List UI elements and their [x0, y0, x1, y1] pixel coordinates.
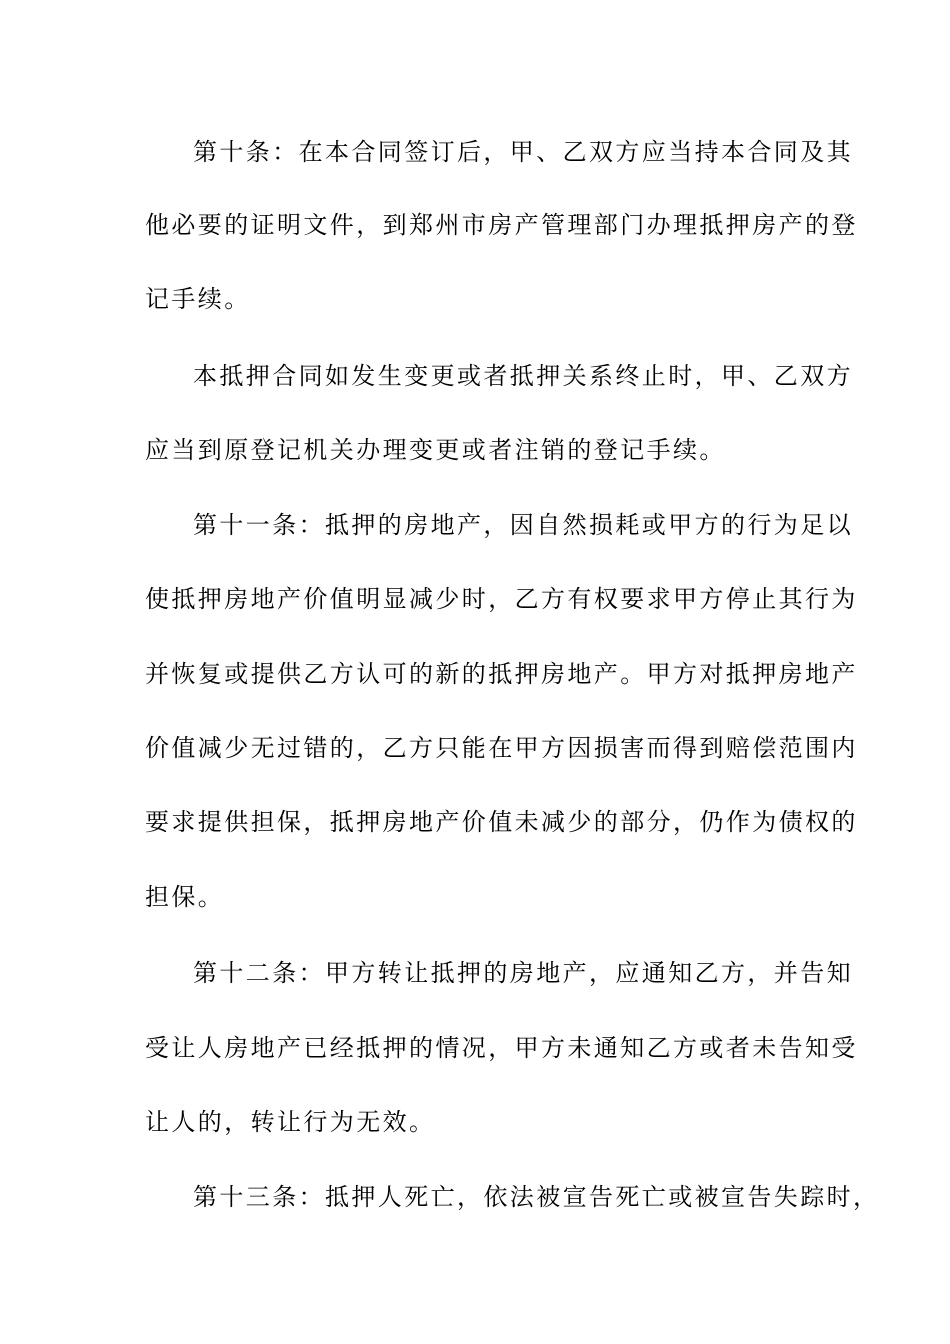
article-11-line-4: 价值减少无过错的，乙方只能在甲方因损害而得到赔偿范围内 — [145, 734, 858, 762]
article-11-line-2: 使抵押房地产价值明显减少时，乙方有权要求甲方停止其行为 — [145, 585, 858, 613]
article-10-line-1: 第十条：在本合同签订后，甲、乙双方应当持本合同及其 — [193, 138, 853, 166]
article-10-line-3: 记手续。 — [145, 285, 251, 313]
article-12-line-2: 受让人房地产已经抵押的情况，甲方未通知乙方或者未告知受 — [145, 1034, 858, 1062]
article-11-line-3: 并恢复或提供乙方认可的新的抵押房地产。甲方对抵押房地产 — [145, 660, 858, 688]
article-11-line-6: 担保。 — [145, 883, 225, 911]
article-10-line-2: 他必要的证明文件，到郑州市房产管理部门办理抵押房产的登 — [145, 211, 858, 239]
article-12-line-3: 让人的，转让行为无效。 — [145, 1108, 436, 1136]
article-12-line-1: 第十二条：甲方转让抵押的房地产，应通知乙方，并告知 — [193, 959, 853, 987]
article-11-line-1: 第十一条：抵押的房地产，因自然损耗或甲方的行为足以 — [193, 511, 853, 539]
article-11-line-5: 要求提供担保，抵押房地产价值未减少的部分，仍作为债权的 — [145, 808, 858, 836]
article-13-line-1: 第十三条：抵押人死亡，依法被宣告死亡或被宣告失踪时， — [193, 1183, 880, 1211]
registration-change-line-1: 本抵押合同如发生变更或者抵押关系终止时，甲、乙双方 — [193, 362, 853, 390]
registration-change-line-2: 应当到原登记机关办理变更或者注销的登记手续。 — [145, 436, 726, 464]
